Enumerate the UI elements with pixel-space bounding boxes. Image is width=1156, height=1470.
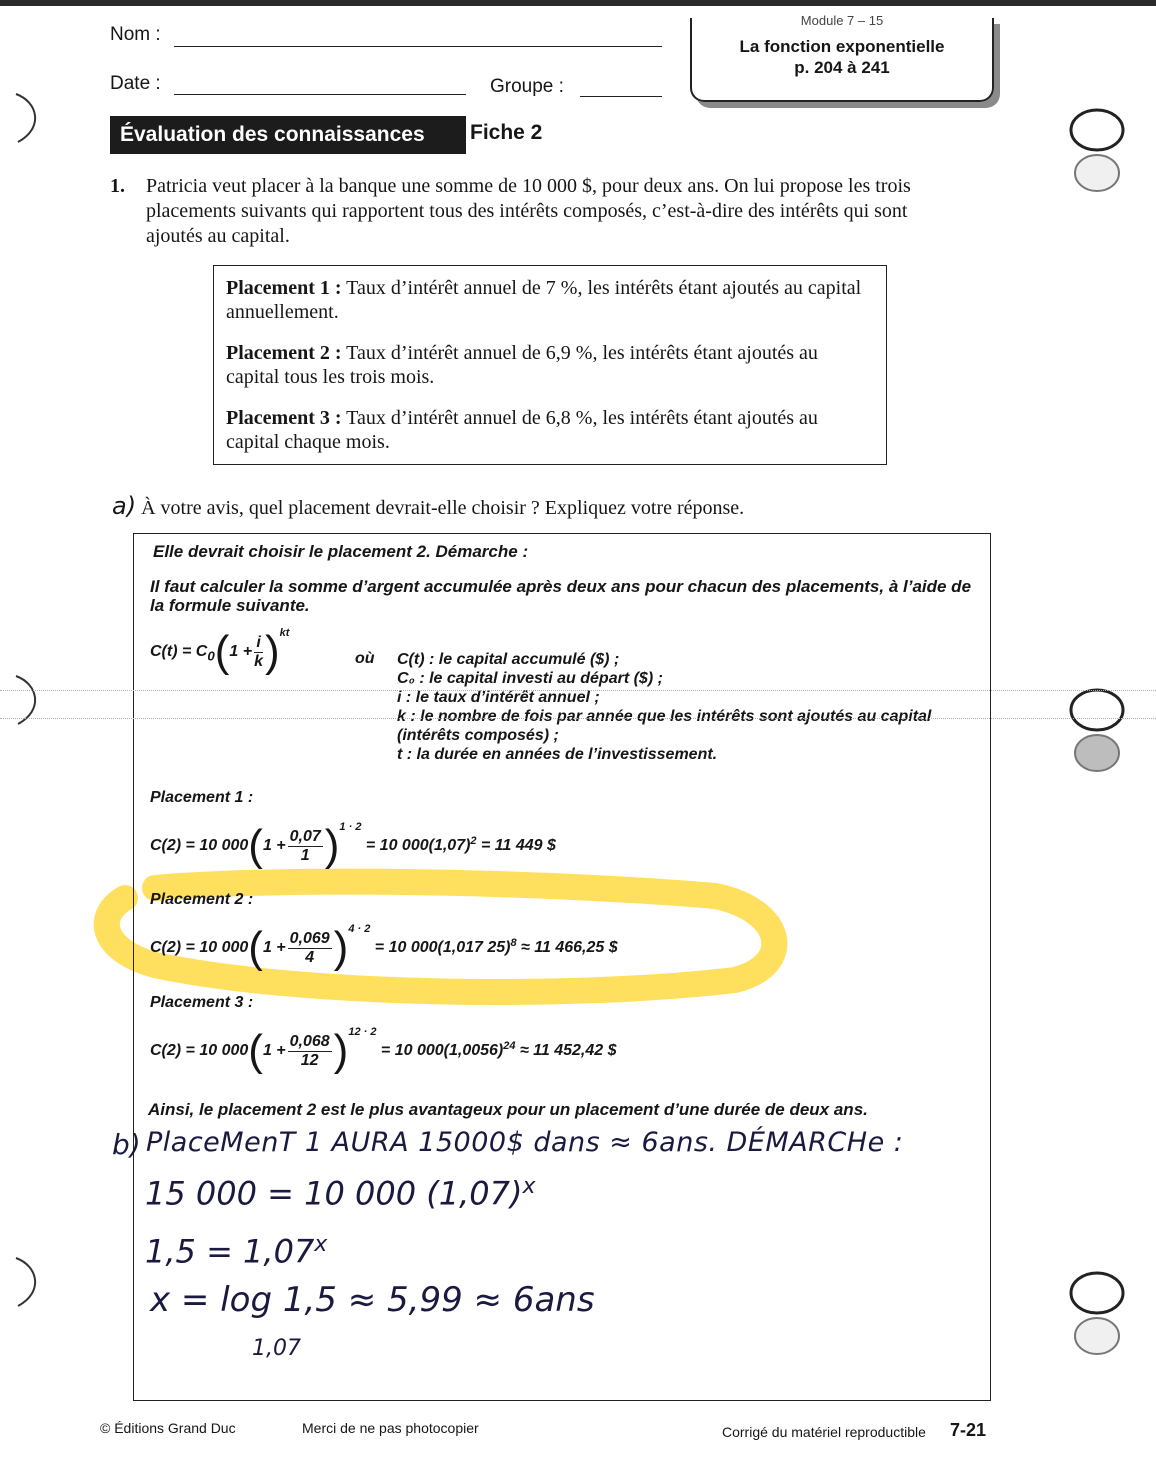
footer-publisher: © Éditions Grand Duc: [100, 1420, 236, 1436]
scan-fold-line: [0, 690, 1156, 691]
nom-field-line[interactable]: [174, 46, 662, 47]
footer-corrige: Corrigé du matériel reproductible: [722, 1424, 926, 1440]
left-hole-mark-icon: [8, 1252, 48, 1312]
calc-p2-formula: C(2) = 10 000(1 + $\frac{0,069}{4}$ )$^{4 \cdot 2}$ = 10 000(1,017 25)$^8$ ≈ 11 466,25 $: [150, 922, 618, 972]
calc-p1-label: Placement 1 :: [150, 789, 254, 806]
scan-fold-line: [0, 718, 1156, 719]
groupe-label: Groupe :: [490, 76, 564, 97]
part-a-marker: a): [112, 492, 137, 520]
part-b-line-1: PlaceMenT 1 AURA 15000$ dans ≈ 6ans. DÉMARCHe :: [146, 1127, 904, 1158]
evaluation-banner: Évaluation des connaissances: [110, 116, 466, 154]
question-1: [110, 174, 950, 249]
part-b-line-3: $1,5 = 1,07^x$: [145, 1232, 328, 1271]
placements-box: [213, 265, 887, 465]
left-hole-mark-icon: [8, 670, 48, 730]
answer-conclusion: Ainsi, le placement 2 est le plus avantageux pour un placement d’une durée de deux ans.: [148, 1100, 868, 1119]
general-formula: $C(t) = C_0(1$ + $\frac{i}{k}$ )$^{kt}$: [150, 626, 290, 676]
placement-2: Placement 2 : Taux d’intérêt annuel de 6,9 %, les intérêts étant ajoutés au capital tous les trois mois.: [226, 342, 818, 388]
placement-1: Placement 1 : Taux d’intérêt annuel de 7 %, les intérêts étant ajoutés au capital annuellement.: [226, 277, 862, 323]
date-field-line[interactable]: [174, 94, 466, 95]
calc-p3-label: Placement 3 :: [150, 994, 254, 1011]
calc-p2-label: Placement 2 :: [150, 891, 254, 908]
calc-p3-formula: C(2) = 10 000(1 + $\frac{0,068}{12}$ )$^{12 \cdot 2}$ = 10 $000(1,0056)^{24} \approx 11$ 452,42 $: [150, 1025, 617, 1075]
part-a-text: À votre avis, quel placement devrait-elle choisir ? Expliquez votre réponse.: [141, 497, 745, 519]
question-text: Patricia veut placer à la banque une somme de 10 000 $, pour deux ans. On lui propose les trois placements suivants qui rapportent tous des intérêts composés, c’est-à-dire des intérêts qui sont ajoutés au capital.: [146, 175, 911, 247]
left-hole-mark-icon: [8, 88, 48, 148]
calc-p1-formula: C(2) = 10 000(1 + $\frac{0,07}{1}$ )$^{1 \cdot 2}$ = 10 $000(1,07)^2 = 11$ 449 $: [150, 820, 556, 870]
nom-label: Nom :: [110, 24, 161, 45]
answer-method: Il faut calculer la somme d’argent accumulée après deux ans pour chacun des placements, à l’aide de la formule suivante.: [150, 577, 972, 615]
module-title: La fonction exponentielle: [739, 37, 945, 56]
module-partial: Module 7 – 15: [800, 13, 884, 28]
placement-3: Placement 3 : Taux d’intérêt annuel de 6,8 %, les intérêts étant ajoutés au capital chaque mois.: [226, 407, 818, 453]
binder-ring-middle-icon: [1062, 685, 1132, 775]
answer-intro: Elle devrait choisir le placement 2. Démarche :: [153, 542, 529, 561]
footer-notice: Merci de ne pas photocopier: [302, 1420, 479, 1436]
part-a-question: [112, 492, 744, 520]
groupe-field-line[interactable]: [580, 96, 662, 97]
formula-definitions: C(t) : le capital accumulé ($) ; C₀ : le capital investi au départ ($) ; i : le taux d’intérêt annuel ; k : le nombre de fois par année que les intérêts sont ajoutés au capital (intérêts composés) ; t : la durée en années de l’investissement.: [397, 651, 932, 763]
module-pages: p. 204 à 241: [794, 58, 890, 77]
part-b-line-2: 15 000 = 10 000 $(1,07)^x$: [145, 1174, 536, 1213]
binder-ring-top-icon: [1062, 105, 1132, 195]
question-number: 1.: [110, 175, 125, 197]
footer-page-number: 7-21: [950, 1420, 987, 1440]
fiche-label: Fiche 2: [470, 121, 543, 144]
part-b-log-base: 1,07: [252, 1336, 301, 1361]
binder-ring-bottom-icon: [1062, 1268, 1132, 1358]
ou-label: où: [355, 650, 375, 667]
part-b-marker: b): [112, 1128, 141, 1161]
part-b-line-4: x = log 1,5 ≈ 5,99 ≈ 6ans: [150, 1280, 595, 1320]
date-label: Date :: [110, 73, 161, 94]
top-edge: [0, 0, 1156, 6]
module-box: [690, 13, 994, 102]
